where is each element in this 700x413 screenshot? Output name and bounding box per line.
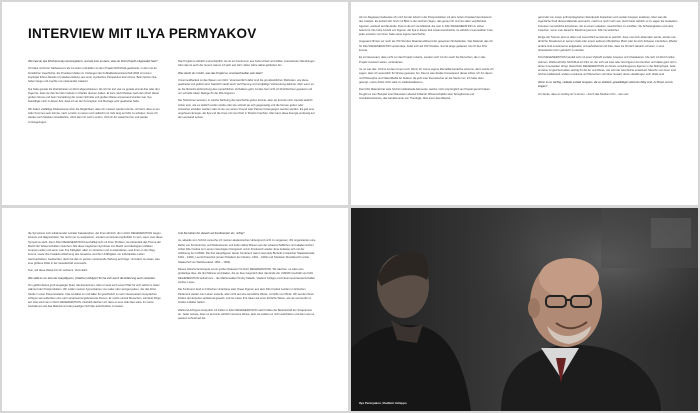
text-column-1 (28, 60, 163, 128)
interview-paragraph: die Symptome sich anbahnender sozialer Katastrophen, die ihnen ähnlich, die in DAU DEGENERATION zeigen, erkennt und diagnostiziert. Sie reicht nur zu analysieren, sondern emotional empfindlich zu sein, wenn man diese Symptome sieht. Denn DAU DEGENERATION beschäftigt sich mit ihren Problem, sie behandelt das Thema der Macht der Wissenschaften zwischen. Alle diese tragischen Symbiose von Macht und Ideologien entfalten Gruppen wider und wenn man ihre Fähigkeit, allen zu zerstören und zu kapitulieren, was ihnen in den Weg kommt, sowie ihre brutalste Ablehnung des Gesetzes und ihre Unfähigkeit, ein individuelles Leben wertzuschätzen, beobachtet, dann hat das im ganzen verstörende Wirkung auf Folge. Und dann ist etwas, was eine größere Rolle in der Gesellschaft verursacht. (28, 232, 163, 265)
interview-question: Und Sie haben ihn danach auf Konferenzen etc, richtig? (178, 232, 245, 235)
interview-paragraph: DAU DEGENERATION handelt sich mit einer Vielzahl sozialer Gruppen und Charakteren. Die sich mit DAU Institut wohnen. Während DAU NATASHA ein Film ist, der sich auf zwei oder drei Figuren konzentriert und dabei ganz tief in deren Innenwelten dringt, bietet DAU DEGENERATION ein feines verschlungenes Figuren in der Mikrophysik. Jede einzelne ist gleichermaßen wichtig für die Art und Weise, wie sich die Geschichte entwickelt. Manche von ihnen sind höchst intellektuell, andere emotional und Menschen voll roher Gewalt, deren Handlungen sehr direkt sind. (538, 56, 677, 77)
interview-paragraph: ganz klar von einem anthropologischen Standpunkt betrachten und soziale Gruppen studieren. Aber was die eigentliche Kraft dieses Materials ausmacht, macht es noch mehr aus. DAU bietet wirklich so zu sagen die Gedanken intensive menschliche Emotionen, die es einem erlauben, Geschichten zu erzählen, die Schwierigkeiten und stets zwischen, wenn man darauf in Berührung kommt. DAU ist wirklicher. (538, 16, 678, 32)
photo-page (351, 208, 698, 411)
interview-paragraph: Es ist interessant, dass nicht nur das Projekt mutierte, sondern sich mit ihm auch die Menschen, die in das Projekt involviert waren, veränderten. (359, 56, 486, 64)
text-column-2 (178, 60, 316, 124)
interview-question: Wie stellt es um eine der Hauptfiguren, (Vladimir) Azhippo? Er hat sich durch die Erfahrung auch verändert. (28, 276, 156, 280)
interview-paragraph: Das DAU Material hat viele höchst intellektuelle Elemente, welche mich ursprünglich am Projekt gereizt haben. Da gibt es zum Beispiel eine Diskussion absolut brillanter Wissenschaftler über Stringtheorie und Gravitationstheorie, das hat Elemente von Theologie. Man kann das Material (359, 88, 491, 100)
text-column-4 (538, 16, 678, 100)
page-title: INTERVIEW MIT ILYA PERMYAKOV (28, 26, 257, 41)
interview-paragraph: Insgesamt filmten wir mehr als 700 Stunden Material während der gesamten Dreharbeiten. Das Material, das ich für DAU DEGENERATION verwendete, belief sich auf 150 Stunden. Es hat lange gedauert, bis ich den Film konnte. (359, 40, 493, 52)
text-column-6 (178, 232, 316, 324)
interview-paragraph: Ich habe mit Dorin Yakhamenov als Co-Autor und Editor an dem Projekt NATASHA gearbeitet, in dem mit de borstlichen Geschichte, die Druckerei Zellen im Umfangen der Fußballweltmeisterschaft 2006 mit einem Kopfspiel führen Mexiko (2) wiederentdeckt, aus einer mystischen Perspektive beim Kinos. Beim letzten Ilya haben lange und machte uns miteinander bekannt. (28, 67, 157, 84)
interview-paragraph: Ilya hatte gerade die Dreharbeiten an DAU abgeschlossen. Als ich ihn traf, war es gerade einmal drei oder drei Tage her, dass sie das Set des Instituts in Kharkiv räumen hatten. Er kam nach Moskau nach dem Dreh dieser großen Szene und beim Vorstellung der ersten Schnitte und großen Weise anmessend wurden war. Ilya bekräftigte mich in dieser Zeit, dass ich an der Konzeption und Montage sehr gearbeitet habe. (28, 87, 160, 104)
text-column-5 (28, 232, 163, 313)
interview-paragraph: Die Teilnehmer wussten, in welche Richtung die Geschichte gehen könnte, aber sie konnten sich niemals wirklich sicher sein, wie es wirklich enden würde oder wie schnell sie sich gegenseitig und die Nerven geben oder Antworten erhielten würden oder ob sie von einem Freund oder Partner hintergangen werden würden. Es gab eine ungeheure Energie, die Ilya und die Crew mit zum Dreh in Kharkiv brachten. Man kann diese Energie eindeutig auf der Leinwand spüren. (178, 99, 315, 120)
interview-paragraph: Unvermeidbarkeit ist das Wesen von DAU. Verantwortlich dafür sind die grundsätzlichen Methoden, wie diese gearbeitet und gefilmt wird. Natürlich steckt auch viel Planung und sorgfältige Vorbereitung dahinter. Aber wenn es an die filmische Erforschung des menschlichen Verhaltens geht, ist dies hart nicht mit Drehbüchern geackert und nur schnelle Ideen Dialoge für die DAU-Figuren. (178, 79, 314, 95)
photograph-two-men (351, 208, 698, 411)
interview-paragraph: Wir hatten vielfältige Diskussionen über die Möglichkeit, dass ich meistert werden könnte. Ich fand, dass es ein toller Kommen sein könnte, nach London zu reisen und vielleicht mir Jahr lang an DAU zu arbeiten, bevor ich wieder nach Moskau zurückkehrte. 2011 kam ich nach London. Und ich bin weiterhin hier und wieder zurückgezogen. (28, 107, 160, 124)
page-interview-continued (351, 2, 698, 205)
interview-paragraph: Ja, aktuelle vom Schnitt versuche ich meinen akademischen Hintergrund nicht zu vergessen. Wir organisierten eine Reihe von Konferenzen und Diskussionen und luden dabei Wissen aus der wissenschaftlichen und akademischen Arbeit DAU Institut ist in einem Vereinigten Königreich und in Frankreich wieder. Eine befasste sich mit der Auflösung der UdSSR. Die drei Hauptfiguren dieser Konferenz waren Gennady Burbulis (russischer Staatssekretär, 1991 – 1992), Leonid Kravchuk (erster Präsident der Ukraine, 1991 – 1994) und Stanislav Shushkevich (erster Staatschef von Weißrussland, 1991 – 1994). (178, 239, 316, 264)
interview-paragraph: Die Konferenz fand im britischen Unterhaus statt. Diese Figuren aus dem DAU Institut wurden im britischen Parlament wieder zum Leben erweckt, aber nicht auf eine künstliche Weise, mit Hilfe von Mimik. Wir wurden Ihnen Folden der Experten anbietend gewebt, und sie treten ihre Ideen auf einer ähnliche Weise, wie sie sie bereits im Institut entfaltet hatten. (178, 288, 315, 305)
photo-caption: Ilya Permyakov, Vladimir Azhippo (359, 401, 407, 405)
page-interview-part-2 (2, 208, 348, 411)
text-column-3 (359, 16, 494, 104)
interview-question: Wenn es so wichtig, radikale soziale Gruppen, die so direktem gewalttätigen Aktionen fähig sind, zu filmen und zu zeigen? (538, 80, 674, 89)
interview-paragraph: Nun, auf diese Weise bin ich verbannt. Vermutlich. (28, 269, 89, 273)
interview-paragraph: Als Co-Regisseur bedeutete ich mich bei der Arbeit in der Postproduktion mit dem hohen Kreislauf des Existenz des Instituts. Es behielt sich hoch mit Blick in den leichten Tagen, das genau Ort und uns dazu verpflichtete Agenten, wartend auf das Ende. Das ist die Art von Material, die man in DAU DEGENERATION zu sehen bekommt. Die hohe Anzahl von Figuren, die Ilya in dieser Zeit zusammenbrachte, ist wirklich unvermeidbar. Fast jeder einzelne von ihnen hatte seine eigene Geschichte. (359, 16, 493, 36)
interview-question: Was steckt du in DAU, was das Projekt so unverwechselbar sein lässt? (178, 71, 263, 75)
interview-paragraph: Ihm geföhl dieses groß angelegte Spiel, das Experiment. Aber er fand auch einen Platz für sich selbst im Hotel während der Postproduktion. Wir wollen meinen hypnotisieren von realer oder weniger jedem, der das DAU-Studio in einer Dokumentation. Das ist dabei so und fallen für gewöhnlich zu sehr interessanten Gesprächen. Azhippo war außerdem eine sehr verantwortungsbewusste Person. Er nutzte einmal Menschen, schränkt Dinge auf. Das wird man in DAU DEGENERATION. Deshalb dachten wir, dass es eine tolle Idee wäre, ihn seine Sozialismen auf das Material und die jeweiligen Schnitte aufschreiben zu lassen. (28, 284, 161, 309)
interview-paragraph: Dieses historische Ereignis ist ein großer Relevanz für DAU DEGENERATION. Wir dachten, es wäre eine großartige Idee, die drei Männer einzuladen, die an dem Gespräch über das Ende der UdSSR innerhalb von DAU DEGENERATION teilnehmen – die Mathematiker Dmitry Kaledin, Vladimir Azhippo und Neuroneurowissenschaftler Andrey Losev. (178, 268, 316, 284)
page-interview-start (2, 2, 348, 205)
interview-question: Wie hast du Ilya Khrzhanovsky kennengelernt, und wie kam es dazu, dass du DAU-Projekt mitgestaltet hast? (28, 60, 158, 63)
interview-paragraph: Das Projekt ist wirklich unerschöpflich. Es ist ein Kontinuum aus harter Arbeit und wilden unerwarteten Wendungen. Aber das ist auch der Grund, warum ich jetzt seit zehn Jahre Jahre dabei geblieben bin. (178, 60, 316, 68)
interview-paragraph: Einige der Szenen sind so offen und menschlich emotional so peinlich, dass man sich abwenden würde, würde man ähnliche Situationen in seinem Café oder einem anderen öffentlichen Platz oder bei sich Zuhause miterleben. Wieder andere sind emotional so aufgeladen und aufwühlend und bitte, dass sie förmlich danach schreien, in eine dramatische Form gebracht zu werden. (538, 36, 678, 52)
interview-paragraph: Während Azhippos Gespräch mit Fallen in DAU DEGENERATION macht Fallen die Bereitschaft der Sowjetunion an. Jeder wusste, dass es auf einer wirklich intensive Weise, aber sie wollten es nicht wahrhaben und dann war es passiert schnell auf die (178, 308, 315, 320)
interview-paragraph: Ja, so war das. Und ist ist das immer noch. Wenn ich meine eigene Mentalität betrachte erkenne, dann würde ich sagen, dass ich wesentlich für Drama gewesen bin. Das ist was direkte Konsequenz dieser Arbeit. Ich bin davon mit Philosophie und Video/Media Art befasst, da geht man theoretischer an die Sache ran. Ich habe dazu gesorgt, meine Arbeit nicht stark zu intellektualisieren. (359, 68, 494, 84)
interview-paragraph: Ich denke, dass es wichtig ist zu lernen – durch das Medium Film – wie man (538, 92, 629, 96)
